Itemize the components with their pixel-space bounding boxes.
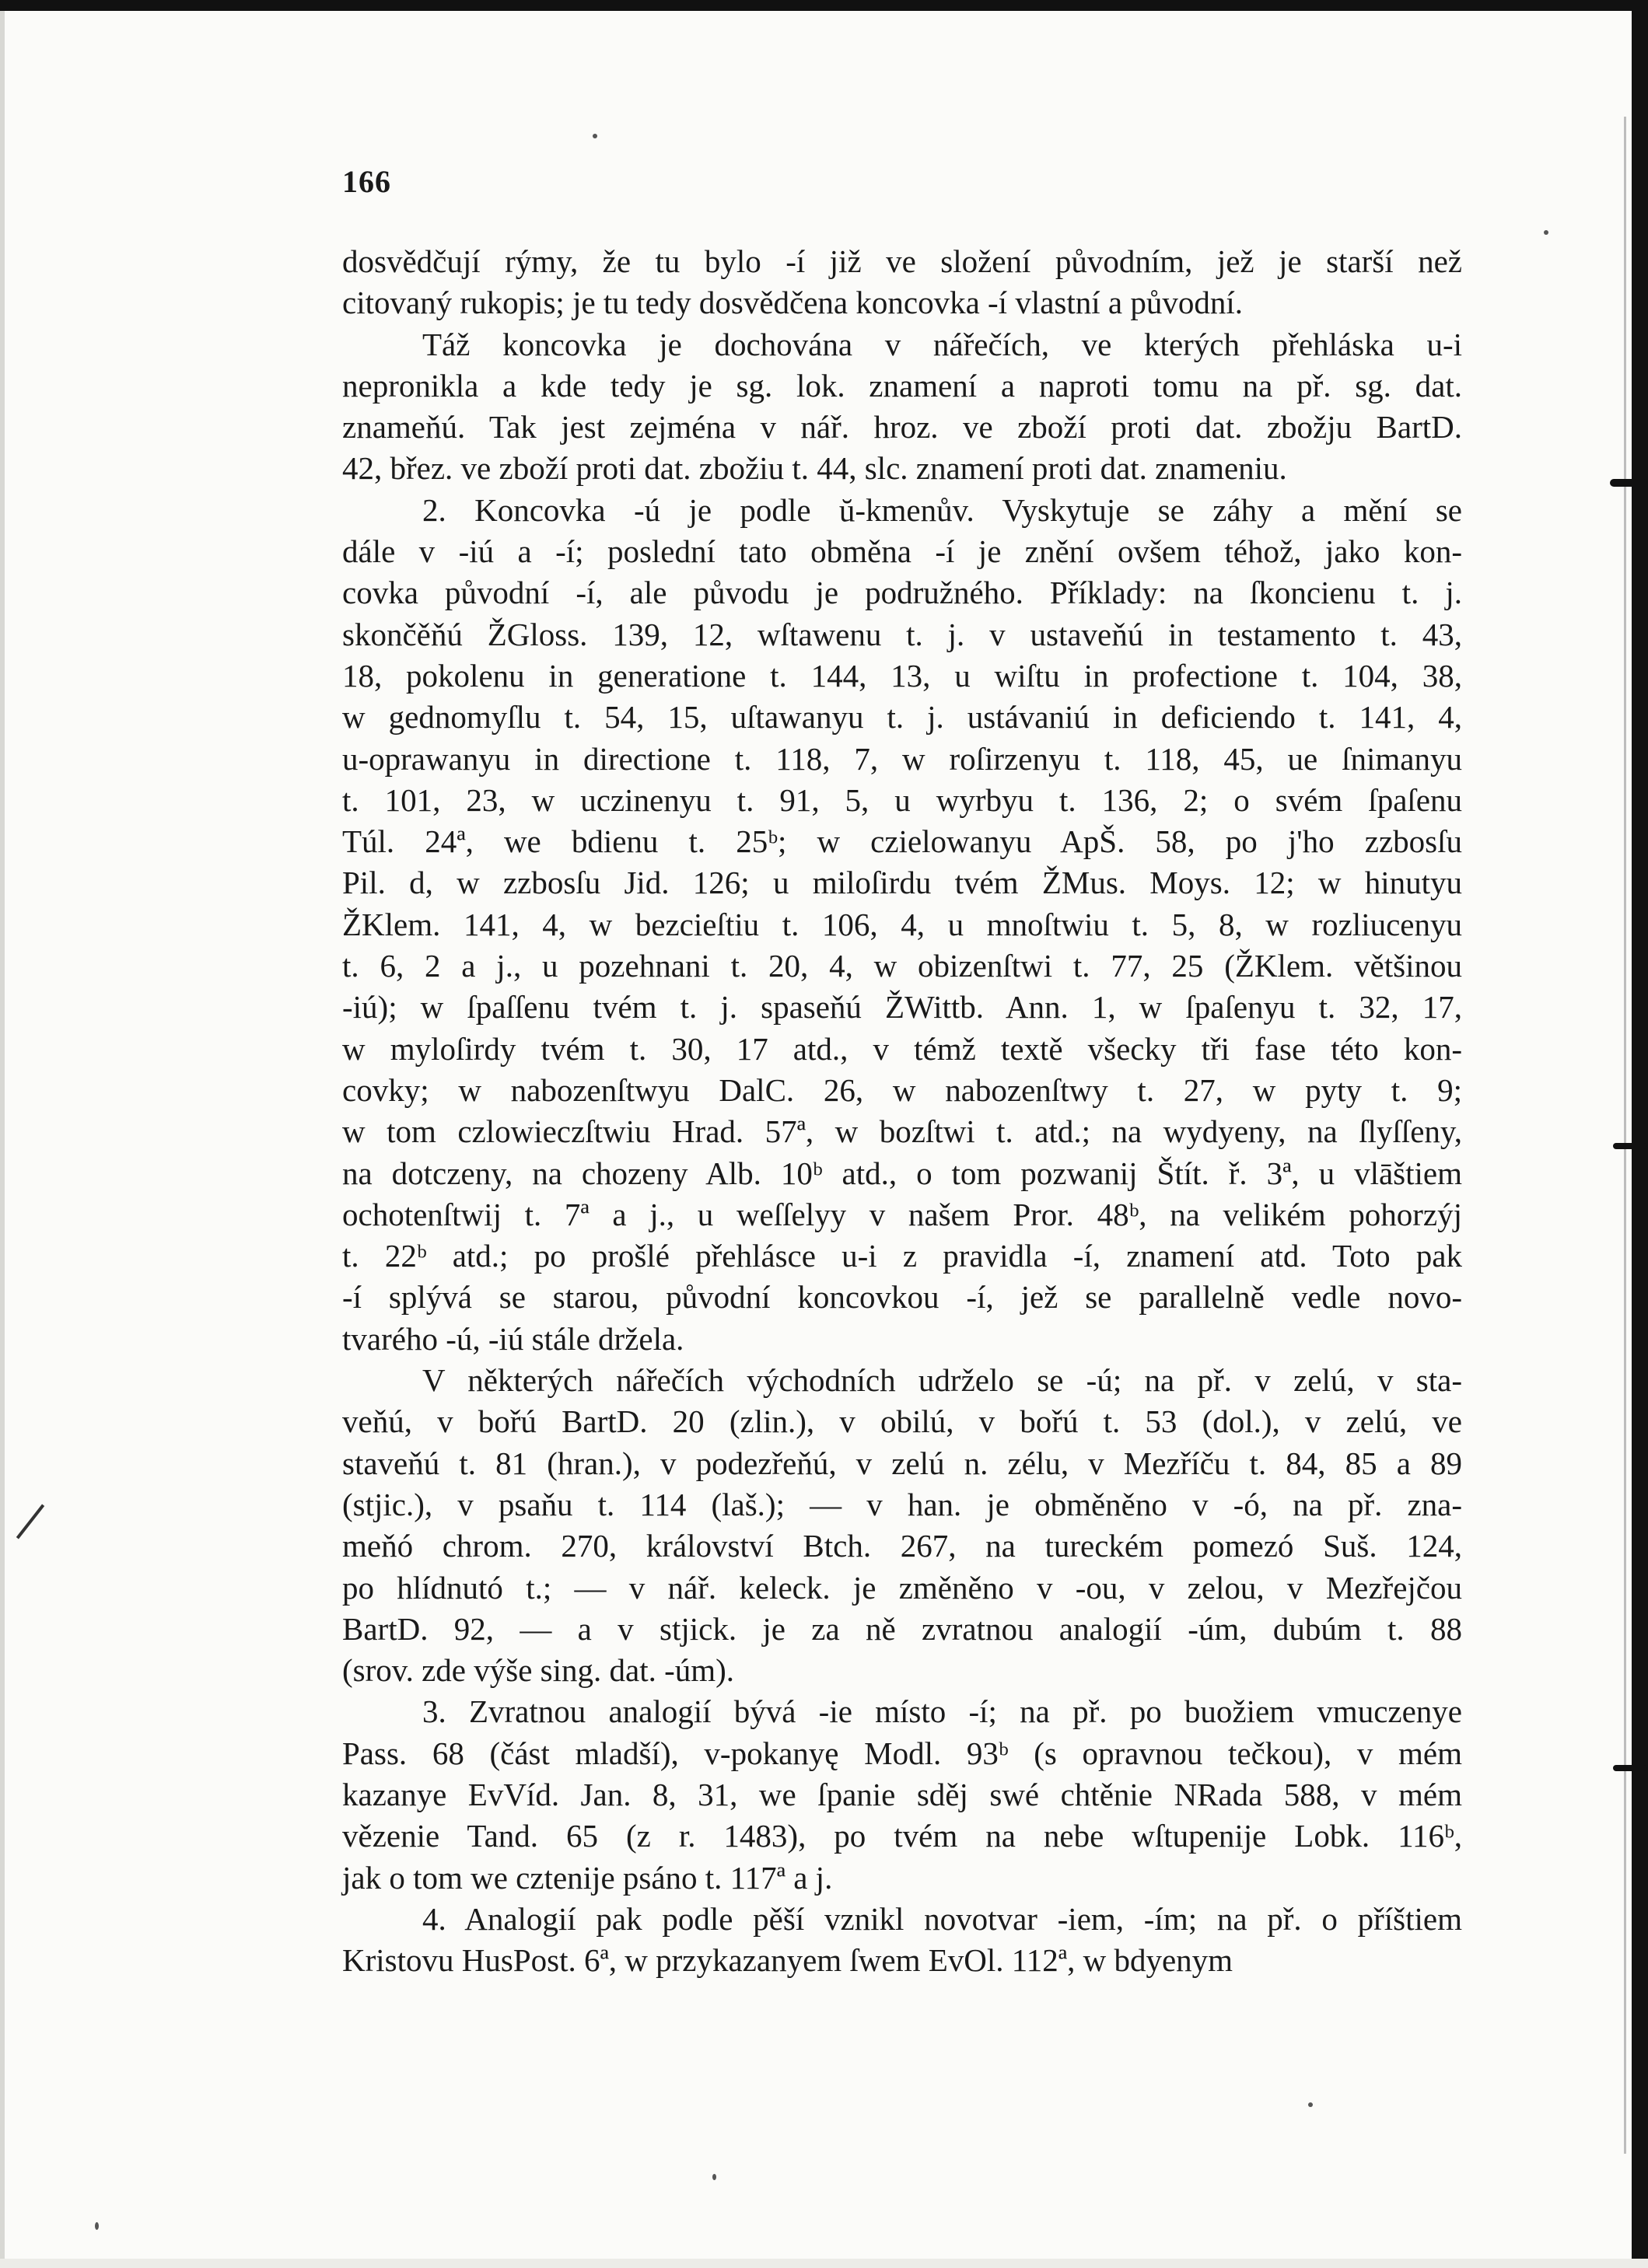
paragraph-p4	[342, 1360, 1462, 1691]
text-line: po hlídnutó t.; — v nář. keleck. je změněno v -ou, v zelou, v Mezřejčou	[342, 1569, 1462, 1606]
text-line: znameňú. Tak jest zejména v nář. hroz. ve zboží proti dat. zbožju BartD.	[342, 409, 1462, 446]
text-line: 2. Koncovka -ú je podle ŭ-kmenův. Vyskytuje se záhy a mění se	[422, 491, 1462, 528]
text-line: t. 101, 23, w uczinenyu t. 91, 5, u wyrbyu t. 136, 2; o svém ſpaſenu	[342, 781, 1462, 818]
ink-speck	[1308, 2102, 1313, 2107]
text-line: V některých nářečích východních udrželo se -ú; na př. v zelú, v sta-	[422, 1362, 1462, 1399]
scan-top-edge	[0, 0, 1648, 11]
margin-rule	[1624, 117, 1626, 2154]
margin-mark	[1610, 479, 1647, 487]
text-line: -í splývá se starou, původní koncovkou -í, jež se parallelně vedle novo-	[342, 1279, 1462, 1316]
text-line: t. 22ᵇ atd.; po prošlé přehlásce u-i z pravidla -í, znamení atd. Toto pak	[342, 1238, 1462, 1274]
paragraph-p5	[342, 1691, 1462, 1898]
page-number: 166	[342, 164, 391, 199]
text-line: nepronikla a kde tedy je sg. lok. znamení a naproti tomu na př. sg. dat.	[342, 367, 1462, 404]
ink-speck	[1544, 230, 1548, 235]
text-line: t. 6, 2 a j., u pozehnani t. 20, 4, w obizenſtwi t. 77, 25 (ŽKlem. většinou	[342, 948, 1462, 984]
text-line: kazanye EvVíd. Jan. 8, 31, we ſpanie sděj swé chtěnie NRada 588, v mém	[342, 1776, 1462, 1812]
text-line: 4. Analogií pak podle pěší vznikl novotvar -iem, -ím; na př. o příštiem	[422, 1900, 1462, 1937]
text-line: BartD. 92, — a v stjick. je za ně zvratnou analogií -úm, dubúm t. 88	[342, 1610, 1462, 1647]
text-line: na dotczeny, na chozeny Alb. 10ᵇ atd., o tom pozwanij Štít. ř. 3ª, u vlāštiem	[342, 1155, 1462, 1191]
body-text	[342, 241, 1462, 1981]
text-line: u-oprawanyu in directione t. 118, 7, w roſirzenyu t. 118, 45, ue ſnimanyu	[342, 740, 1462, 777]
text-line: dosvědčují rýmy, že tu bylo -í již ve složení původním, jež je starší než	[342, 243, 1462, 279]
text-line: Pass. 68 (část mladší), v-pokanyę Modl. 93ᵇ (s opravnou tečkou), v mém	[342, 1735, 1462, 1771]
scan-right-edge	[1632, 0, 1648, 2268]
ink-speck	[95, 2222, 99, 2230]
text-line: skončěňú ŽGloss. 139, 12, wſtawenu t. j. v ustaveňú in testamento t. 43,	[342, 616, 1462, 652]
text-line: tvarého -ú, -iú stále držela.	[342, 1320, 684, 1357]
text-line: 18, pokolenu in generatione t. 144, 13, u wiſtu in profectione t. 104, 38,	[342, 657, 1462, 694]
text-line: w myloſirdy tvém t. 30, 17 atd., v témž textě všecky tři fase této kon-	[342, 1030, 1462, 1067]
text-line: covky; w nabozenſtwyu DalC. 26, w nabozenſtwy t. 27, w pyty t. 9;	[342, 1071, 1462, 1108]
page-left-shade	[0, 0, 5, 2268]
text-line: -iú); w ſpaſſenu tvém t. j. spaseňú ŽWittb. Ann. 1, w ſpaſenyu t. 32, 17,	[342, 989, 1462, 1026]
text-line: meňó chrom. 270, království Btch. 267, na tureckém pomezó Suš. 124,	[342, 1528, 1462, 1564]
ink-speck	[712, 2174, 716, 2180]
text-line: veňú, v bořú BartD. 20 (zlin.), v obilú, v bořú t. 53 (dol.), v zelú, ve	[342, 1403, 1462, 1440]
text-line: (srov. zde výše sing. dat. -úm).	[342, 1652, 735, 1689]
text-line: jak o tom we cztenije psáno t. 117ª a j.	[342, 1859, 833, 1896]
paragraph-p6	[342, 1899, 1462, 1982]
text-line: ŽKlem. 141, 4, w bezcieſtiu t. 106, 4, u mnoſtwiu t. 5, 8, w rozliucenyu	[342, 906, 1462, 942]
text-line: Túl. 24ª, we bdienu t. 25ᵇ; w czielowanyu ApŠ. 58, po j'ho zzbosſu	[342, 823, 1462, 860]
text-line: w gednomyſlu t. 54, 15, uſtawanyu t. j. ustávaniú in deficiendo t. 141, 4,	[342, 699, 1462, 736]
margin-scratch	[16, 1504, 44, 1539]
margin-mark	[1613, 1765, 1647, 1771]
text-line: 42, břez. ve zboží proti dat. zbožiu t. 44, slc. znamení proti dat. znameniu.	[342, 450, 1287, 487]
text-line: Kristovu HusPost. 6ª, w przykazanyem ſwem EvOl. 112ª, w bdyenym	[342, 1942, 1233, 1979]
text-line: covka původní -í, ale původu je podružného. Příklady: na ſkoncienu t. j.	[342, 575, 1462, 611]
text-line: citovaný rukopis; je tu tedy dosvědčena koncovka -í vlastní a původní.	[342, 285, 1243, 321]
ink-speck	[593, 134, 597, 138]
paragraph-p1	[342, 241, 1462, 324]
text-line: w tom czlowieczſtwiu Hrad. 57ª, w bozſtwi t. atd.; na wydyeny, na ſlyſſeny,	[342, 1113, 1462, 1150]
text-line: 3. Zvratnou analogií bývá -ie místo -í; na př. po buožiem vmuczenye	[422, 1693, 1462, 1730]
paragraph-p3	[342, 490, 1462, 1360]
text-line: Pil. d, w zzbosſu Jid. 126; u miloſirdu tvém ŽMus. Moys. 12; w hinutyu	[342, 865, 1462, 901]
text-line: ochotenſtwij t. 7ª a j., u weſſelyy v našem Pror. 48ᵇ, na velikém pohorzýj	[342, 1196, 1462, 1232]
margin-mark	[1613, 1143, 1647, 1149]
scan-bottom-edge	[0, 2259, 1648, 2268]
paragraph-p2	[342, 324, 1462, 490]
text-line: dále v -iú a -í; poslední tato obměna -í je znění ovšem téhož, jako kon-	[342, 533, 1462, 570]
text-line: Táž koncovka je dochována v nářečích, ve kterých přehláska u-i	[422, 326, 1462, 362]
text-line: vězenie Tand. 65 (z r. 1483), po tvém na nebe wſtupenije Lobk. 116ᵇ,	[342, 1818, 1462, 1854]
text-line: staveňú t. 81 (hran.), v podezřeňú, v zelú n. zélu, v Mezříču t. 84, 85 a 89	[342, 1445, 1462, 1481]
text-line: (stjic.), v psaňu t. 114 (laš.); — v han. je obměněno v -ó, na př. zna-	[342, 1486, 1462, 1522]
